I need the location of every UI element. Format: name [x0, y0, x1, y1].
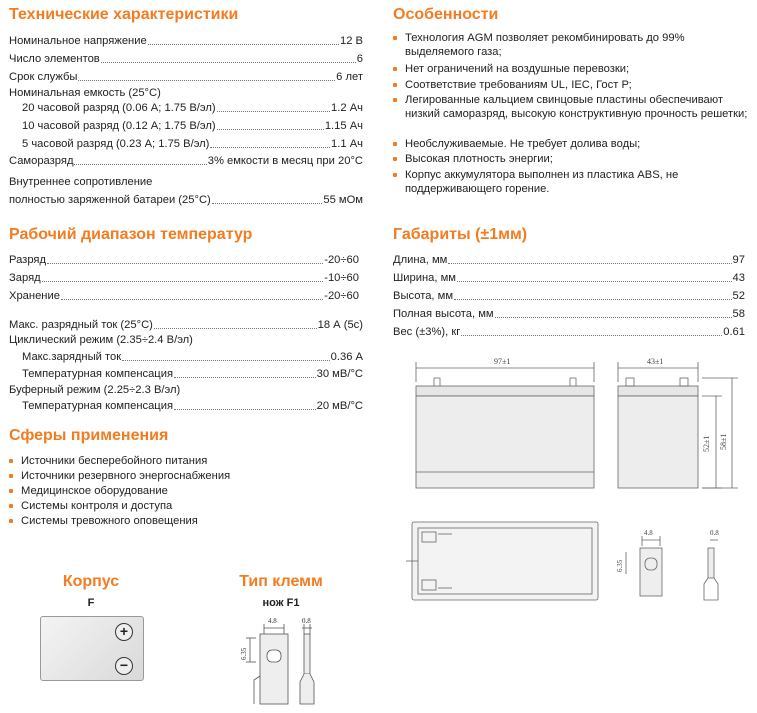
dimensions-title: Габариты (±1мм): [393, 226, 528, 243]
case-title: Корпус: [62, 573, 120, 590]
spec-row-self-discharge: [9, 154, 363, 168]
battery-technical-drawing: [404, 352, 749, 604]
spec-label: Ширина, мм: [393, 272, 456, 284]
application-item: Системы контроля и доступа: [9, 499, 172, 513]
application-item: Источники резервного энергоснабжения: [9, 469, 230, 483]
spec-row-life: [9, 70, 363, 84]
applications-title: Сферы применения: [9, 427, 169, 444]
spec-value: 6: [356, 53, 363, 65]
case-code: F: [87, 597, 95, 609]
spec-value: -10÷60: [324, 272, 359, 284]
feature-item: Соответствие требованиям UL, IEC, Гост Р;: [393, 78, 750, 92]
row-temp-comp-1: [22, 367, 363, 381]
dim-height-label: 52±1: [702, 435, 711, 452]
spec-label: Полная высота, мм: [393, 308, 494, 320]
feature-item: Необслуживаемые. Не требует долива воды;: [393, 137, 750, 151]
terminal-w-label: 4.8: [268, 617, 277, 625]
capacity-title: Номинальная емкость (25°С): [9, 87, 161, 99]
feature-item: Легированные кальцием свинцовые пластины обеспечивают низкий саморазряд, высокую конструктивную прочность решетки;: [393, 93, 750, 121]
spec-value: 3% емкости в месяц при 20°С: [207, 155, 363, 167]
terminal-code: нож F1: [262, 597, 300, 609]
dim-row-weight: [393, 325, 745, 339]
spec-label: Срок службы: [9, 71, 78, 83]
case-drawing: [40, 616, 144, 681]
application-item: Источники бесперебойного питания: [9, 454, 207, 468]
temperature-title: Рабочий диапазон температур: [9, 226, 253, 243]
dim-term-h-label: 6.35: [616, 559, 624, 572]
spec-value: 18 А (5с): [317, 319, 363, 331]
spec-label: Заряд: [9, 272, 41, 284]
spec-row-cells: [9, 52, 363, 66]
row-max-current: [9, 318, 363, 332]
feature-item: Нет ограничений на воздушные перевозки;: [393, 62, 750, 76]
spec-label: Разряд: [9, 254, 46, 266]
dim-row-width: [393, 271, 745, 285]
spec-value: 58: [732, 308, 745, 320]
leader-dots: [461, 335, 722, 336]
spec-value: 12 В: [339, 35, 363, 47]
spec-label: Номинальное напряжение: [9, 35, 147, 47]
leader-dots: [78, 80, 335, 81]
dim-term-t-label: 0.8: [710, 529, 719, 537]
spec-label: 10 часовой разряд (0.12 А; 1.75 В/эл): [22, 120, 216, 132]
minus-terminal-icon: −: [115, 657, 133, 675]
spec-value: -20÷60: [324, 254, 359, 266]
spec-label: 20 часовой разряд (0.06 А; 1.75 В/эл): [22, 102, 216, 114]
spec-value: 1.15 Ач: [324, 120, 363, 132]
leader-dots: [148, 44, 339, 45]
leader-dots: [42, 281, 324, 282]
spec-value: 1.1 Ач: [331, 138, 363, 150]
application-item: Медицинское оборудование: [9, 484, 168, 498]
row-max-charge: [22, 350, 363, 364]
spec-label: полностью заряженной батареи (25°С): [9, 194, 211, 206]
feature-item: Корпус аккумулятора выполнен из пластика ABS, не поддерживающего горение.: [393, 168, 705, 196]
dim-row-height: [393, 289, 745, 303]
leader-dots: [210, 147, 330, 148]
leader-dots: [47, 263, 323, 264]
spec-value: -20÷60: [324, 290, 359, 302]
leader-dots: [495, 317, 732, 318]
plus-terminal-icon: +: [115, 623, 133, 641]
buffer-title: Буферный режим (2.25÷2.3 В/эл): [9, 384, 181, 396]
leader-dots: [448, 263, 731, 264]
feature-item: Технология AGM позволяет рекомбинировать до 99% выделяемого газа;: [393, 31, 750, 59]
temp-row-storage: [9, 289, 359, 303]
spec-value: 0.36 А: [330, 351, 363, 363]
spec-value: 43: [732, 272, 745, 284]
spec-value: 1.2 Ач: [331, 102, 363, 114]
leader-dots: [174, 409, 316, 410]
resistance-line1: Внутреннее сопротивление: [9, 176, 153, 188]
dim-row-total-height: [393, 307, 745, 321]
spec-value: 55 мОм: [323, 194, 363, 206]
spec-label: Длина, мм: [393, 254, 448, 266]
case-block: [40, 573, 142, 609]
spec-value: 6 лет: [336, 71, 363, 83]
leader-dots: [101, 62, 356, 63]
terminal-block: [230, 573, 332, 609]
leader-dots: [212, 203, 323, 204]
terminal-t-label: 0.8: [302, 617, 311, 625]
temp-row-discharge: [9, 253, 359, 267]
terminal-drawing: [238, 614, 328, 710]
spec-row-cap5: [22, 137, 363, 151]
features-title: Особенности: [393, 6, 499, 23]
terminal-h-label: 6.35: [240, 647, 248, 660]
spec-label: 5 часовой разряд (0.23 А; 1.75 В/эл): [22, 138, 210, 150]
leader-dots: [217, 129, 324, 130]
dim-width-label: 43±1: [647, 357, 664, 366]
cyclic-title: Циклический режим (2.35÷2.4 В/эл): [9, 334, 193, 346]
dim-total-label: 58±1: [719, 433, 728, 450]
dim-term-w-label: 4.8: [644, 529, 653, 537]
spec-value: 52: [732, 290, 745, 302]
spec-label: Хранение: [9, 290, 60, 302]
temp-row-charge: [9, 271, 359, 285]
row-temp-comp-2: [22, 399, 363, 413]
spec-value: 30 мВ/°С: [316, 368, 363, 380]
leader-dots: [122, 360, 330, 361]
spec-label: Высота, мм: [393, 290, 454, 302]
leader-dots: [174, 377, 316, 378]
feature-item: Высокая плотность энергии;: [393, 152, 750, 166]
spec-row-resistance: [9, 193, 363, 207]
spec-row-voltage: [9, 34, 363, 48]
leader-dots: [457, 281, 732, 282]
dim-length-label: 97±1: [494, 357, 511, 366]
spec-row-cap10: [22, 119, 363, 133]
leader-dots: [217, 111, 330, 112]
leader-dots: [154, 328, 317, 329]
spec-label: Число элементов: [9, 53, 100, 65]
leader-dots: [74, 164, 206, 165]
spec-row-cap20: [22, 101, 363, 115]
dim-row-length: [393, 253, 745, 267]
leader-dots: [454, 299, 732, 300]
spec-label: Саморазряд: [9, 155, 74, 167]
spec-value: 97: [732, 254, 745, 266]
spec-value: 0.61: [723, 326, 745, 338]
spec-label: Макс.зарядный ток: [22, 351, 122, 363]
spec-label: Вес (±3%), кг: [393, 326, 461, 338]
leader-dots: [61, 299, 323, 300]
spec-label: Макс. разрядный ток (25°С): [9, 319, 153, 331]
spec-value: 20 мВ/°С: [316, 400, 363, 412]
spec-label: Температурная компенсация: [22, 368, 174, 380]
terminal-title: Тип клемм: [239, 573, 323, 590]
specs-title: Технические характеристики: [9, 6, 239, 23]
application-item: Системы тревожного оповещения: [9, 514, 198, 528]
spec-label: Температурная компенсация: [22, 400, 174, 412]
